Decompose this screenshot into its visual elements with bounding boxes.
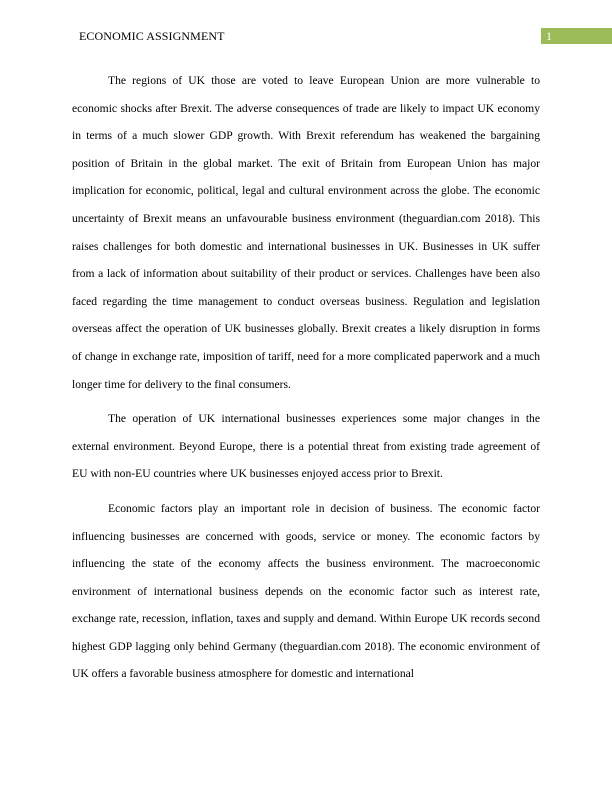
paragraph-external-environment: The operation of UK international businesses experiences some major changes in the external environment. Beyond Europe, there is a potential threat from existing trade agreement of EU with non-EU countries where UK businesses enjoyed access prior to Brexit. [72, 412, 540, 481]
page-number-badge: 1 [541, 28, 612, 44]
paragraph-economic-factors: Economic factors play an important role in decision of business. The economic factor influencing businesses are concerned with goods, service or money. The economic factors by influencing the state of the economy affects the business environment. The macroeconomic environment of international business depends on the economic factor such as interest rate, exchange rate, recession, inflation, taxes and supply and demand. Within Europe UK records second highest GDP lagging only behind Germany (theguardian.com 2018). The economic environment of UK offers a favorable business atmosphere for domestic and international [72, 501, 540, 681]
running-header-title: ECONOMIC ASSIGNMENT [79, 29, 225, 43]
paragraph-brexit-impact: The regions of UK those are voted to leave European Union are more vulnerable to economic shocks after Brexit. The adverse consequences of trade are likely to impact UK economy in terms of a much slower GDP growth. With Brexit referendum has weakened the bargaining position of Britain in the global market. The exit of Britain from European Union has major implication for economic, political, legal and cultural environment across the globe. The economic uncertainty of Brexit means an unfavourable business environment (theguardian.com 2018). This raises challenges for both domestic and international businesses in UK. Businesses in UK suffer from a lack of information about suitability of their product or services. Challenges have been also faced regarding the time management to conduct overseas business. Regulation and legislation overseas affect the operation of UK businesses globally. Brexit creates a likely disruption in forms of change in exchange rate, imposition of tariff, need for a more complicated paperwork and a much longer time for delivery to the final consumers. [72, 74, 540, 391]
document-body [72, 67, 540, 695]
